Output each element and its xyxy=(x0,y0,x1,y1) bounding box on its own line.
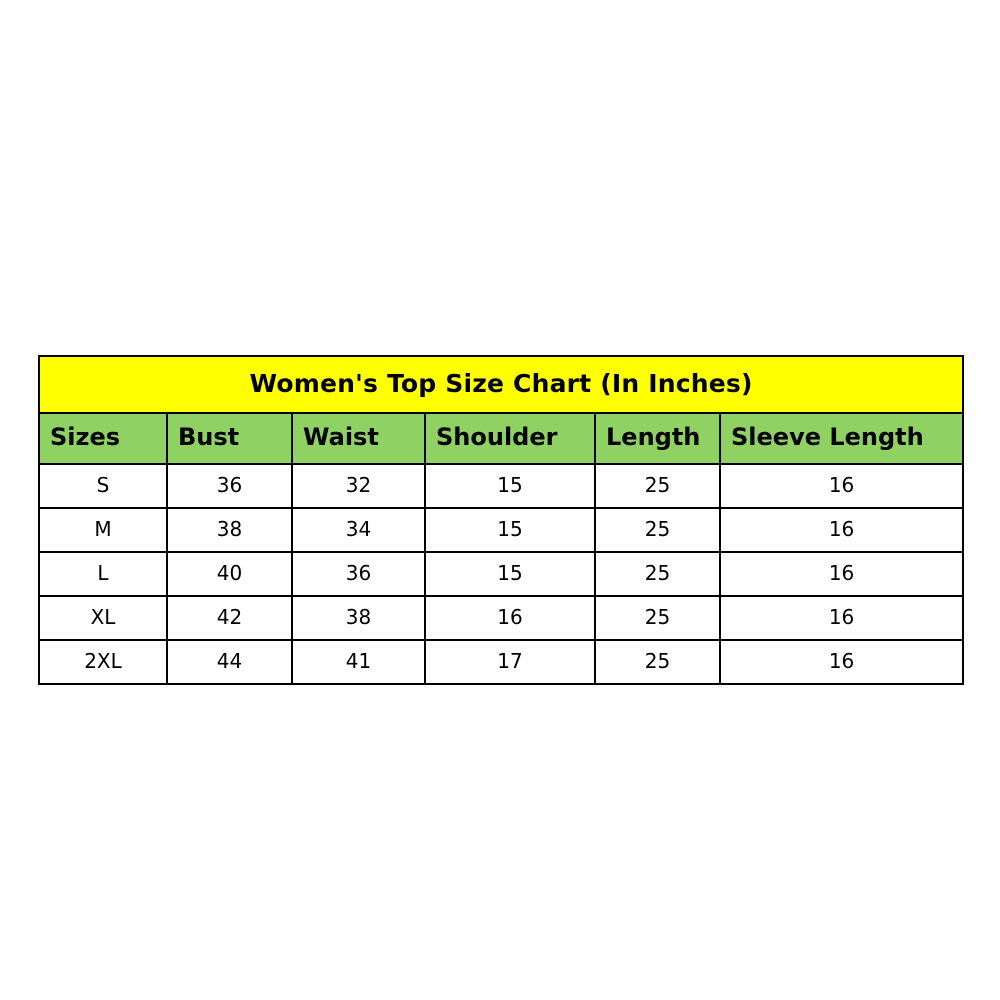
cell-waist: 38 xyxy=(292,596,425,640)
cell-shoulder: 15 xyxy=(425,552,595,596)
cell-shoulder: 15 xyxy=(425,464,595,508)
cell-sleeve-length: 16 xyxy=(720,464,963,508)
cell-waist: 34 xyxy=(292,508,425,552)
cell-length: 25 xyxy=(595,640,720,684)
size-chart-container xyxy=(38,355,962,685)
table-row xyxy=(39,552,963,596)
cell-sleeve-length: 16 xyxy=(720,552,963,596)
cell-size: 2XL xyxy=(39,640,167,684)
column-header-length: Length xyxy=(595,413,720,464)
table-row xyxy=(39,596,963,640)
cell-waist: 41 xyxy=(292,640,425,684)
cell-bust: 36 xyxy=(167,464,292,508)
column-header-shoulder: Shoulder xyxy=(425,413,595,464)
cell-size: L xyxy=(39,552,167,596)
chart-title: Women's Top Size Chart (In Inches) xyxy=(39,356,963,413)
cell-sleeve-length: 16 xyxy=(720,640,963,684)
cell-bust: 42 xyxy=(167,596,292,640)
cell-sleeve-length: 16 xyxy=(720,508,963,552)
column-header-sleeve-length: Sleeve Length xyxy=(720,413,963,464)
cell-length: 25 xyxy=(595,552,720,596)
chart-title-row xyxy=(39,356,963,413)
table-header-row xyxy=(39,413,963,464)
cell-waist: 36 xyxy=(292,552,425,596)
column-header-waist: Waist xyxy=(292,413,425,464)
column-header-bust: Bust xyxy=(167,413,292,464)
cell-sleeve-length: 16 xyxy=(720,596,963,640)
cell-size: XL xyxy=(39,596,167,640)
size-chart-table xyxy=(38,355,964,685)
column-header-sizes: Sizes xyxy=(39,413,167,464)
cell-bust: 44 xyxy=(167,640,292,684)
cell-size: M xyxy=(39,508,167,552)
table-row xyxy=(39,464,963,508)
cell-length: 25 xyxy=(595,596,720,640)
cell-bust: 38 xyxy=(167,508,292,552)
cell-shoulder: 15 xyxy=(425,508,595,552)
cell-length: 25 xyxy=(595,464,720,508)
table-row xyxy=(39,508,963,552)
cell-length: 25 xyxy=(595,508,720,552)
cell-shoulder: 16 xyxy=(425,596,595,640)
cell-waist: 32 xyxy=(292,464,425,508)
cell-bust: 40 xyxy=(167,552,292,596)
cell-shoulder: 17 xyxy=(425,640,595,684)
table-row xyxy=(39,640,963,684)
cell-size: S xyxy=(39,464,167,508)
